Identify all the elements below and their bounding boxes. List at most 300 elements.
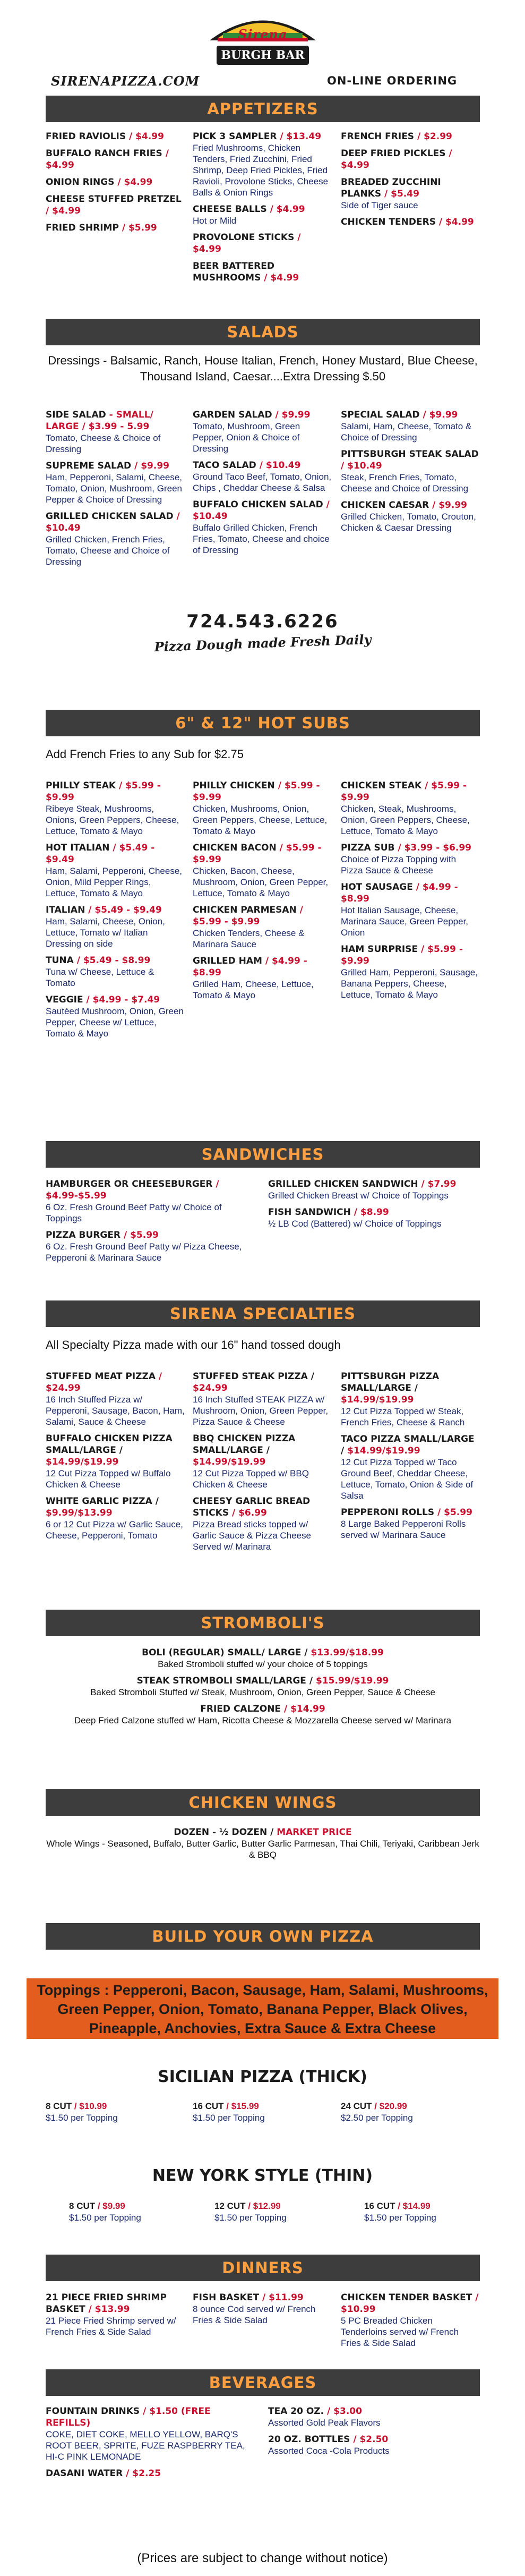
menu-item-title [46,1229,258,1241]
menu-item-price: / $5.49 - $9.49 [46,843,155,865]
menu-item-desc: Ground Taco Beef, Tomato, Onion, Chips , Cheddar Cheese & Salsa [193,472,332,493]
wings-line [46,1826,480,1838]
menu-item-title [46,1178,258,1202]
menu-item [193,460,332,494]
menu-item-desc: Buffalo Grilled Chicken, French Fries, Tomato, Cheese and choice of Dressing [193,523,330,555]
toppings-box: Toppings : Pepperoni, Bacon, Sausage, Ham, Salami, Mushrooms, Green Pepper, Onion, Tomato, Banana Pepper, Black Olives, Pineapple, Anchovies, Extra Sauce & Extra Cheese [27,1978,498,2039]
menu-item [46,2405,258,2462]
menu-item-price: / $10.49 [341,461,382,471]
menu-item-title [46,1371,185,1394]
menu-item-price: / $5.49 - $8.99 [73,955,151,966]
online-ordering-link[interactable]: ON-LINE ORDERING [327,74,458,87]
menu-item [341,131,480,142]
menu-item-desc: Pizza Bread sticks topped w/ Garlic Sauce & Pizza Cheese Served w/ Marinara [193,1519,311,1552]
size-topping-price: $1.50 per Topping [69,2213,141,2223]
menu-item-title [46,131,185,142]
menu-item-price: $14.99/$19.99 [46,1457,119,1467]
menu-item-name: VEGGIE [46,994,83,1005]
menu-item-name: CHEESY GARLIC BREAD STICKS [193,1496,311,1518]
menu-item-desc: Steak, French Fries, Tomato, Cheese and Choice of Dressing [341,472,469,494]
menu-item-title [193,2292,332,2303]
wings-item [46,1826,480,1860]
menu-item-price: / $4.99 - $8.99 [341,882,458,904]
menu-item-price: $9.99/$13.99 [46,1508,113,1518]
menu-item [46,176,185,188]
beverages-col-1 [46,2405,258,2485]
size-price: / $15.99 [223,2101,259,2111]
size-price: / $9.99 [95,2201,125,2211]
menu-item-name: CHEESE BALLS [193,204,267,215]
menu-item-price: / $5.99 - $9.99 [193,905,303,927]
subs-col-1 [46,780,185,1044]
size-name: 8 CUT [69,2201,96,2211]
menu-item-desc: Chicken Tenders, Cheese & Marinara Sauce [193,928,305,949]
menu-item-title [46,2405,258,2429]
menu-item-title [341,216,480,228]
menu-item-name: BUFFALO RANCH FRIES [46,148,162,159]
menu-item-name: FISH BASKET [193,2292,260,2303]
menu-item-desc: Salami, Ham, Cheese, Tomato & Choice of Dressing [341,421,472,443]
menu-item-desc: Assorted Coca -Cola Products [268,2446,390,2456]
menu-item-title [268,1178,480,1190]
menu-item-price: / $2.50 [350,2434,389,2445]
menu-item-name: STEAK STROMBOLI SMALL/LARGE / [136,1676,313,1686]
menu-item-name: 20 OZ. BOTTLES [268,2434,350,2445]
menu-item-desc: Tomato, Mushroom, Green Pepper, Onion & Choice of Dressing [193,421,300,454]
menu-item-desc: 6 Oz. Fresh Ground Beef Patty w/ Pizza Cheese, Pepperoni & Marinara Sauce [46,1242,242,1263]
menu-item-price: / $4.99 [266,204,305,215]
menu-item-price: / $10.49 [46,511,180,533]
menu-item-desc: Choice of Pizza Topping with Pizza Sauce & Cheese [341,854,457,875]
menu-item-name: FRIED SHRIMP [46,223,119,233]
menu-item-title [341,499,480,511]
size-price: / $10.99 [72,2101,107,2111]
menu-item-desc: Grilled Chicken, French Fries, Tomato, Cheese and Choice of Dressing [46,534,170,567]
menu-item-desc: 12 Cut Pizza Topped w/ Taco Ground Beef, Cheddar Cheese, Lettuce, Tomato, Onion & Side of Salsa [341,1457,474,1501]
phone-number[interactable]: 724.543.6226 [186,611,339,632]
menu-item-name: 21 PIECE FRIED SHRIMP BASKET [46,2292,167,2315]
ny-size-3 [364,2200,497,2223]
size-price: / $20.99 [372,2101,407,2111]
size-title [46,2101,178,2112]
menu-item-price: $24.99 [193,1383,228,1393]
menu-item-name: TACO PIZZA SMALL/LARGE / [341,1434,475,1456]
menu-item-price: / $3.99 - $6.99 [394,843,472,853]
menu-item-title [193,203,332,215]
menu-item-title [341,148,480,171]
menu-item-name: PHILLY STEAK [46,780,116,791]
menu-item-price: / $4.99 - $8.99 [193,956,307,978]
menu-item-name: PITTSBURGH STEAK SALAD [341,449,479,460]
menu-item-price: / $10.99 [341,2292,479,2315]
wings-size: DOZEN - ½ DOZEN / [174,1827,274,1838]
menu-item-name: FOUNTAIN DRINKS [46,2406,140,2417]
wings-price: MARKET PRICE [273,1827,352,1838]
salads-col-1 [46,409,185,573]
menu-item-name: PHILLY CHICKEN [193,780,275,791]
menu-item-title [341,2292,480,2315]
menu-item-name: BREADED ZUCCHINI PLANKS [341,177,441,199]
menu-item-name: CHICKEN CAESAR [341,500,429,511]
menu-item-name: FRENCH FRIES [341,131,415,142]
menu-item-title [341,881,480,905]
menu-item-desc: Ribeye Steak, Mushrooms, Onions, Green Peppers, Cheese, Lettuce, Tomato & Mayo [46,804,179,836]
menu-item [46,460,185,505]
menu-item-title [341,943,480,967]
menu-item-title [46,511,185,534]
menu-item-desc: Hot or Mild [193,216,237,226]
menu-item-name: PIZZA SUB [341,843,395,853]
menu-item [46,409,185,455]
menu-item-desc: Tuna w/ Cheese, Lettuce & Tomato [46,967,154,988]
menu-item-title [341,409,480,421]
menu-item [341,1371,480,1428]
menu-item-price: / $2.99 [414,131,452,142]
ny-size-1 [69,2200,202,2223]
menu-item-desc: 6 or 12 Cut Pizza w/ Garlic Sauce, Cheese, Pepperoni, Tomato [46,1519,183,1541]
menu-item [268,1178,480,1201]
dinners-col-2 [193,2292,332,2331]
menu-item-desc: Hot Italian Sausage, Cheese, Marinara Sauce, Green Pepper, Onion [341,905,469,938]
menu-item-name: HOT ITALIAN [46,843,110,853]
menu-item-title [46,1675,480,1687]
menu-item-name: CHEESE STUFFED PRETZEL [46,194,182,205]
menu-item-price: / $4.99-$5.99 [46,1179,219,1201]
menu-item-name: GRILLED HAM [193,956,262,966]
salads-header: SALADS [46,319,480,345]
menu-item-name: FISH SANDWICH [268,1207,351,1218]
menu-item-price: / $24.99 [46,1371,162,1393]
menu-item-title [46,222,185,234]
size-name: 12 CUT [214,2201,246,2211]
menu-item-name: CHICKEN PARMESAN [193,905,297,915]
menu-item [341,499,480,533]
site-url[interactable]: SIRENAPIZZA.COM [51,73,200,89]
menu-item-price: / $4.99 - $7.49 [83,994,160,1005]
menu-item [341,409,480,443]
menu-item-name: TEA 20 OZ. [268,2406,324,2417]
sicilian-size-3 [341,2101,474,2123]
menu-item [46,955,185,989]
subs-header: 6" & 12" HOT SUBS [46,710,480,736]
menu-item-price: / $4.99 [46,206,81,216]
menu-item [193,260,332,284]
menu-item-title [193,260,332,284]
specialties-col-2 [193,1371,332,1558]
size-topping-price: $1.50 per Topping [214,2213,287,2223]
menu-item-desc: 5 PC Breaded Chicken Tenderloins served w/ French Fries & Side Salad [341,2316,459,2348]
menu-item-name: HAMBURGER OR CHEESEBURGER [46,1179,213,1189]
menu-item-name: PEPPERONI ROLLS [341,1507,435,1518]
menu-item-title [46,2292,185,2315]
menu-item-name: HOT SAUSAGE [341,882,413,892]
menu-item-price: / $4.99 [341,148,452,171]
menu-item [46,131,185,142]
specialties-header: SIRENA SPECIALTIES [46,1300,480,1327]
menu-item-title [193,1495,332,1519]
size-price: / $12.99 [245,2201,281,2211]
menu-item-title [193,409,332,421]
appetizers-col-3 [341,131,480,233]
menu-item-name: PROVOLONE STICKS [193,232,295,243]
menu-item [268,2434,480,2456]
menu-item-price: / $14.99 [281,1704,325,1714]
menu-item-name: BUFFALO CHICKEN PIZZA SMALL/LARGE / [46,1433,173,1456]
menu-item-price: / $5.99 - $9.99 [193,780,320,803]
menu-item-desc: Sautéed Mushroom, Onion, Green Pepper, Cheese w/ Lettuce, Tomato & Mayo [46,1006,184,1039]
menu-item-name: BEER BATTERED MUSHROOMS [193,261,274,283]
menu-item-name: STUFFED STEAK PIZZA / [193,1371,314,1382]
salads-col-3 [341,409,480,539]
sicilian-size-1 [46,2101,178,2123]
appetizers-header: APPETIZERS [46,96,480,122]
menu-item-price: / $5.49 [381,189,419,199]
menu-item-price: / $5.49 - $9.49 [85,905,162,915]
size-name: 16 CUT [364,2201,395,2211]
logo-name: Sirena [238,27,288,42]
menu-item-title [46,1647,480,1659]
menu-item-title [193,1371,332,1394]
menu-item-name: CHICKEN BACON [193,843,277,853]
menu-item-title [341,1507,480,1518]
menu-item-name: FRIED CALZONE [200,1704,281,1714]
menu-item [193,232,332,255]
menu-item-title [193,131,332,142]
size-topping-price: $2.50 per Topping [341,2113,413,2123]
menu-item-name: GRILLED CHICKEN SALAD [46,511,174,522]
menu-item-name: TACO SALAD [193,460,256,471]
logo-subtitle: BURGH BAR [217,46,309,65]
sandwiches-col-2 [268,1178,480,1235]
menu-item-price: / $2.25 [123,2468,161,2479]
menu-item-desc: 8 ounce Cod served w/ French Fries & Side Salad [193,2304,316,2325]
menu-item-price: / $13.49 [277,131,322,142]
size-topping-price: $1.50 per Topping [193,2113,265,2123]
menu-item [341,448,480,494]
menu-item [46,1371,185,1427]
menu-item-price: / $9.99 [272,410,311,420]
build-header: BUILD YOUR OWN PIZZA [46,1923,480,1950]
menu-item-name: ITALIAN [46,905,85,915]
menu-item-desc: Fried Mushrooms, Chicken Tenders, Fried Zucchini, Fried Shrimp, Deep Fried Pickles, Fried Ravioli, Provolone Sticks, Cheese Balls & Onion Rings [193,143,329,198]
menu-item-price: / $4.99 [261,273,299,283]
menu-item-price: / $5.99 - $9.99 [46,780,161,803]
menu-item [193,1371,332,1427]
size-name: 8 CUT [46,2101,72,2111]
menu-item-price: / $5.99 [118,223,157,233]
menu-item-desc: 16 Inch Stuffed STEAK PIZZA w/ Mushroom, Onion, Green Pepper, Pizza Sauce & Cheese [193,1395,329,1427]
menu-item-desc: 12 Cut Pizza Topped w/ BBQ Chicken & Cheese [193,1468,309,1490]
menu-item [341,780,480,837]
menu-item-price: / $5.99 [434,1507,472,1518]
menu-item-title [46,842,185,865]
menu-item-name: SUPREME SALAD [46,461,132,471]
menu-item [46,904,185,949]
size-title [341,2101,474,2112]
dinners-col-1 [46,2292,185,2343]
menu-item-title [46,409,185,432]
menu-item-price: / $1.50 (FREE REFILLS) [46,2406,211,2428]
salad-dressings-note: Dressings - Balsamic, Ranch, House Italian, French, Honey Mustard, Blue Cheese, Thousand Island, Caesar....Extra Dressing $.50 [48,354,478,383]
menu-item [341,881,480,938]
menu-item [46,2468,258,2479]
menu-item-name: BUFFALO CHICKEN SALAD [193,499,323,510]
menu-item-desc: ½ LB Cod (Battered) w/ Choice of Toppings [268,1219,442,1229]
sandwiches-col-1 [46,1178,258,1269]
menu-item-price: / $5.99 - $9.99 [341,944,463,966]
menu-item [46,1647,480,1670]
menu-item-title [46,904,185,916]
menu-item [193,203,332,226]
ny-title: NEW YORK STYLE (THIN) [152,2166,373,2185]
menu-item-title [193,499,332,522]
menu-item-title [46,193,185,217]
header [0,0,525,93]
menu-item-price: / $3.00 [324,2406,362,2417]
menu-item-desc: Assorted Gold Peak Flavors [268,2418,381,2428]
sicilian-size-2 [193,2101,325,2123]
menu-item-price: / $6.99 [229,1508,267,1518]
slogan: Pizza Dough made Fresh Daily [154,631,372,655]
menu-item [46,222,185,234]
menu-item [341,1433,480,1501]
menu-item-desc: Chicken, Mushrooms, Onion, Green Peppers, Cheese, Lettuce, Tomato & Mayo [193,804,328,836]
size-title [193,2101,325,2112]
menu-item-price: / $9.99 [429,500,468,511]
menu-item-name: SIDE SALAD [46,410,106,420]
menu-item [46,1675,480,1698]
menu-item-title [46,1703,480,1715]
menu-item [46,511,185,567]
size-title [364,2200,497,2212]
price-disclaimer: (Prices are subject to change without notice) [137,2551,388,2565]
menu-item-desc: Baked Stromboli stuffed w/ your choice of 5 toppings [158,1659,368,1669]
menu-item-name: GARDEN SALAD [193,410,272,420]
salads-col-2 [193,409,332,561]
menu-item-price: / $10.49 [256,460,301,471]
menu-item-name: CHICKEN STEAK [341,780,422,791]
menu-item [193,131,332,198]
menu-item-price: $15.99/$19.99 [313,1676,389,1686]
menu-item-name: FRIED RAVIOLIS [46,131,126,142]
wings-header: CHICKEN WINGS [46,1789,480,1816]
menu-item [46,1703,480,1726]
menu-item-title [46,176,185,188]
menu-item [341,2292,480,2349]
menu-item [46,780,185,837]
menu-item-price: / $10.49 [193,499,330,522]
menu-item-title [46,1433,185,1468]
menu-item-price: / $5.99 - $9.99 [341,780,467,803]
menu-item-name: STUFFED MEAT PIZZA [46,1371,156,1382]
menu-item-title [46,1495,185,1519]
menu-item-desc: 12 Cut Pizza Topped w/ Buffalo Chicken & Cheese [46,1468,171,1490]
menu-item [268,2405,480,2428]
menu-item [341,148,480,171]
menu-item-title [341,1433,480,1457]
menu-item [46,193,185,217]
menu-item-price: / $5.99 - $9.99 [193,843,322,865]
menu-item-price: / $4.99 [46,148,169,171]
menu-item-desc: 21 Piece Fried Shrimp served w/ French Fries & Side Salad [46,2316,176,2337]
menu-item-name: PITTSBURGH PIZZA SMALL/LARGE / [341,1371,440,1393]
menu-item-title [46,460,185,472]
menu-item [193,904,332,950]
menu-item-price: / $9.99 [419,410,458,420]
menu-item-title [193,904,332,928]
menu-item [268,1206,480,1229]
menu-item [341,943,480,1000]
menu-item-desc: Chicken, Bacon, Cheese, Mushroom, Onion, Green Pepper, Lettuce, Tomato & Mayo [193,866,329,898]
beverages-header: BEVERAGES [46,2369,480,2396]
menu-item-title [46,148,185,171]
menu-item-desc: Grilled Ham, Pepperoni, Sausage, Banana Peppers, Cheese, Lettuce, Tomato & Mayo [341,967,478,1000]
specialties-col-1 [46,1371,185,1546]
menu-item [46,1229,258,1263]
menu-item-desc: Grilled Ham, Cheese, Lettuce, Tomato & Mayo [193,979,314,1000]
menu-item-desc: Chicken, Steak, Mushrooms, Onion, Green Peppers, Cheese, Lettuce, Tomato & Mayo [341,804,470,836]
menu-item-desc: Side of Tiger sauce [341,200,418,210]
dinners-col-3 [341,2292,480,2354]
menu-item [46,994,185,1039]
menu-item-title [341,842,480,854]
subs-col-3 [341,780,480,1006]
menu-item-title [46,955,185,966]
logo [202,3,324,72]
menu-item-title [193,460,332,471]
menu-item [193,955,332,1001]
appetizers-col-2 [193,131,332,289]
menu-item-price: $14.99/$19.99 [344,1446,420,1456]
menu-item-price: / $4.99 [435,217,474,227]
menu-item-title [268,2434,480,2445]
menu-item-name: GRILLED CHICKEN SANDWICH [268,1179,418,1189]
size-title [69,2200,202,2212]
menu-item-price: / $4.99 [114,177,153,188]
menu-item-price: / $8.99 [350,1207,389,1218]
menu-item-desc: 16 Inch Stuffed Pizza w/ Pepperoni, Sausage, Bacon, Ham, Salami, Sauce & Cheese [46,1395,185,1427]
menu-item-desc: Baked Stromboli Stuffed w/ Steak, Mushroom, Onion, Green Pepper, Sauce & Cheese [90,1687,435,1697]
menu-item-title [193,955,332,979]
menu-item-name: CHICKEN TENDERS [341,217,436,227]
menu-item [341,842,480,876]
subs-note: Add French Fries to any Sub for $2.75 [46,747,244,761]
menu-item-title [46,2468,258,2479]
menu-item-title [341,176,480,200]
wings-desc: Whole Wings - Seasoned, Buffalo, Butter Garlic, Butter Garlic Parmesan, Thai Chili, Teriyaki, Caribbean Jerk & BBQ [46,1839,479,1860]
menu-item-title [193,842,332,865]
menu-item-desc: Ham, Pepperoni, Salami, Cheese, Tomato, Onion, Mushroom, Green Pepper & Choice of Dressing [46,472,183,505]
menu-item [193,2292,332,2326]
menu-item-title [341,448,480,472]
menu-item-desc: Grilled Chicken Breast w/ Choice of Toppings [268,1191,449,1201]
menu-item-price: / $5.99 [121,1230,159,1240]
menu-item-price: / $4.99 [193,232,301,254]
menu-item-desc: Ham, Salami, Cheese, Onion, Lettuce, Tomato w/ Italian Dressing on side [46,916,165,949]
ny-size-2 [214,2200,347,2223]
menu-item-name: HAM SURPRISE [341,944,418,955]
size-price: / $14.99 [395,2201,431,2211]
menu-item-desc: 6 Oz. Fresh Ground Beef Patty w/ Choice of Toppings [46,1202,222,1223]
specialties-col-3 [341,1371,480,1546]
menu-item-desc: COKE, DIET COKE, MELLO YELLOW, BARQ'S ROOT BEER, SPRITE, FUZE RASPBERRY TEA, HI-C PINK LEMONADE [46,2429,245,2462]
menu-item-name: ONION RINGS [46,177,115,188]
menu-item-price: $13.99/$18.99 [307,1647,384,1658]
menu-item-title [193,1433,332,1468]
menu-item-price: / $4.99 [126,131,164,142]
sicilian-title: SICILIAN PIZZA (THICK) [158,2068,367,2086]
menu-item-price: $14.99/$19.99 [341,1395,414,1405]
